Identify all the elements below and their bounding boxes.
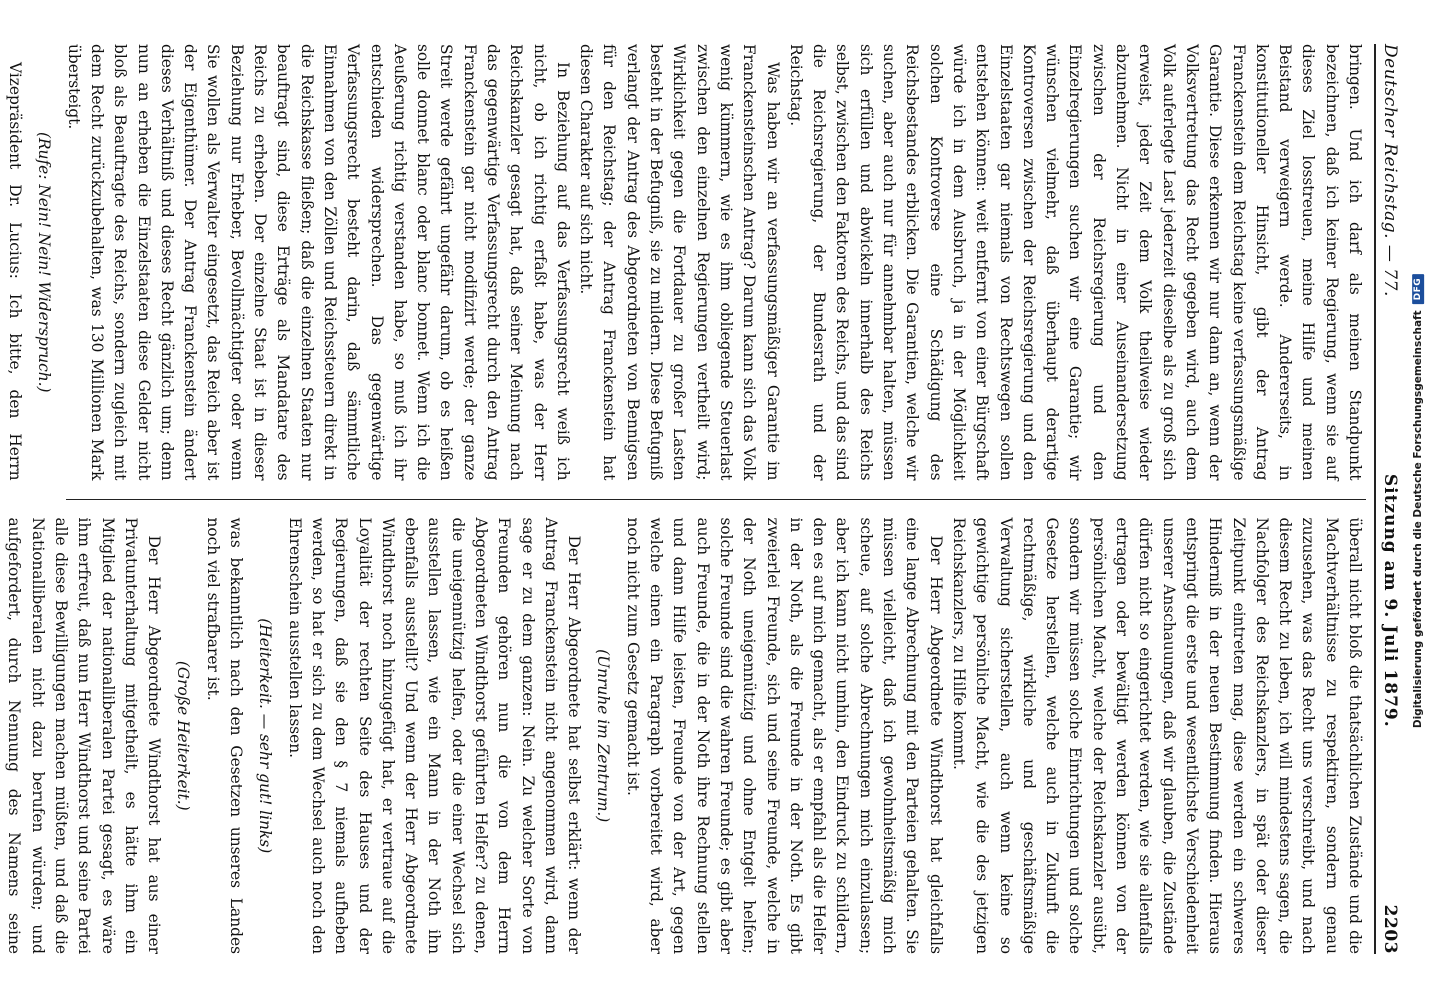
paragraph: In Beziehung auf das Verfassungsrecht weiß ich nicht, ob ich richtig erfaßt habe, was der Herr Reichskanzler gesagt hat, daß seiner Meinung nach das gegenwärtige Verfassungsrecht durch den Antrag Franckenstein gar nicht modifizirt werde; der ganze Streit werde gefährt ungefähr darum, ob es heißen solle donnet blanc oder blanc bonnet. Wenn ich die Aeußerung richtig verstanden habe, so muß ich ihr entschieden widersprechen. Das gegenwärtige Verfassungsrecht besteht darin, daß sämmtliche Einnahmen von den Zöllen und Reichssteuern direkt in die Reichskasse fließen; daß die einzelnen Staaten nur beauftragt sind, diese Erträge als Mandatare des Reichs zu erheben. Der einzelne Staat ist in dieser Beziehung nur Erheber, Bevollmächtigter oder wenn Sie wollen als Verwalter eingesetzt, das Reich aber ist der Eigenthümer. Der Antrag Franckenstein ändert dieses Verhältniß und dieses Recht gänzlich um; denn nun an erheben die Einzelstaaten diese Gelder nicht bloß als Beauftragte des Reichs, sondern zugleich mit dem Recht zurückzubehalten, was 130 Millionen Mark übersteigt. — [64, 44, 572, 481]
paragraph: Der Herr Abgeordnete hat selbst erklärt: wenn der Antrag Franckenstein nicht angenommen wird, dann sage er zu dem ganzen: Nein. Zu welcher Sorte von Freunden gehören nun die von dem Herrn Abgeordneten Windthorst geführten Helfer? zu denen, die uneigennützig helfen, oder die einer Wechsel sich ausstellen lassen, wie ein Mann in der Noth ihn ebenfalls ausstellt? Und wenn der Herr Abgeordnete Windthorst noch hinzugefügt hat, er vertraue auf die Loyalität der rechten Seite des Hauses und der Regierungen, daß sie den § 7 niemals aufheben werden, so hat er sich zu dem Wechsel auch noch den Ehrenschein ausstellen lassen. — [285, 517, 584, 954]
text-columns — [5, 44, 1366, 954]
right-column — [5, 517, 1366, 955]
dfg-logo-icon: DFG — [1412, 274, 1424, 305]
paragraph: Der Herr Abgeordnete Windthorst hat gleichfalls eine lange Abrechnung mit den Parteien gehalten. Sie müssen vielleicht, daß ich gewohnheitsmäßig mich scheue, auf solche Abrechnungen mich einzulassen; aber ich kann nicht umhin, den Eindruck zu schildern, den es auf mich gemacht, als er empfahl als die Helfer in der Noth, als die Freunde in der Noth. Es gibt zweierlei Freunde, sich und seine Freunde, welche in der Noth uneigennützig und ohne Entgelt helfen; solche Freunde sind die wahren Freunde; es gibt aber auch Freunde, die in der Noth ihre Rechnung stellen und dann Hilfe leisten, Freunde von der Art, gegen welche einen ein Paragraph vorbereitet wird, aber noch nicht zum Gesetz gemacht ist. — [623, 517, 945, 954]
paragraph: was bekanntlich nach den Gesetzen unseres Landes noch viel strafbarer ist. — [203, 517, 246, 954]
paragraph: Was haben wir an verfassungsmäßiger Garantie im Franckensteinschen Antrag? Darum kann sich das Volk wenig kümmern, wie es ihm obliegende Steuerlast zwischen den einzelnen Regierungen vertheilt wird; Wirklichkeit gegen die Fortdauer zu großer Lasten besteht in der Befugniß, sie zu mildern. Diese Befugniß verlangt der Antrag des Abgeordneten von Bennigsen für den Reichstag; der Antrag Franckenstein hat diesen Charakter auf sich nicht. — [577, 44, 782, 481]
paragraph: überall nicht bloß die thatsächlichen Zustände und die Machtverhältnisse zu respektiren, sondern genau zuzusehen, was das Recht uns verschreibt, und nach diesem Recht zu leben, ich will mindestens sagen, die Nachfolger des Reichskanzlers, in spät oder dieser Zeitpunkt eintreten mag, diese werden ein schweres Hinderniß in der neuen Bestimmung finden. Hieraus entspringt die erste und wesentlichste Verschiedenheit unserer Anschauungen, daß wir glauben, die Zustände dürfen nicht so eingerichtet werden, wie sie allenfalls ertragen oder bewältigt werden können von der persönlichen Macht, welche der Reichskanzler ausübt, sondern wir müssen solche Einrichtungen und solche Gesetze herstellen, welche auch in Zukunft die rechtmäßige, wirkliche und geschäftsmäßige Verwaltung sicherstellen, auch wenn keine so gewichtige persönliche Macht, wie die des jetzigen Reichskanzlers, zu Hilfe kommt. — [949, 517, 1364, 954]
header-page-number: 2203 — [1380, 904, 1400, 954]
paragraph: Der Herr Abgeordnete Windthorst hat aus einer Privatunterhaltung mitgetheilt, es hätte ihm ein Mitglied der nationalliberalen Partei gesagt, es wäre ihm erfreut, daß nun Herr Windthorst und seine Partei alle diese Bewilligungen machen müßten, und daß die Nationalliberalen nicht dazu berufen würden; und aufgefordert, durch Nennung des Namens seine — [5, 517, 164, 954]
stage-direction: (Heiterkeit. — sehr gut! links) — [256, 618, 275, 854]
stage-direction: (Unruhe im Zentrum.) — [594, 649, 613, 823]
stage-direction: (Große Heiterkeit.) — [174, 660, 193, 811]
header-left-title: Deutscher Reichstag. — 77. — [1380, 44, 1400, 297]
paragraph: Vizepräsident Dr. Lucius: Ich bitte, den Herrn — [6, 62, 25, 481]
column-divider — [66, 499, 1366, 500]
credit-text: Digitalisierung gefördert durch die Deutsche Forschungsgemeinschaft — [1412, 310, 1424, 729]
stage-direction: (Rufe: Nein! Nein! Widerspruch.) — [35, 131, 54, 393]
paragraph: bringen. Und ich darf als meinen Standpunkt bezeichnen, daß ich keiner Regierung, wenn sie auf dieses Ziel losstreuen, meine Hilfe und meinen Beistand verweigern werde. Andererseits, in konstitutioneller Hinsicht, gibt der Antrag Franckenstein dem Reichstag keine verfassungsmäßige Garantie. Diese erkennen wir nur dann an, wenn der Volksvertretung das Recht gegeben wird, auch dem Volk auferlegte Last jederzeit dieselbe als zu groß sich erweist, jeder Zeit dem Volk theilweise wieder abzunehmen. Nicht in einer Auseinandersetzung zwischen der Reichsregierung und den Einzelregierungen suchen wir eine Garantie; wir wünschen vielmehr, daß überhaupt derartige Kontroversen zwischen der Reichsregierung und den Einzelstaaten gar niemals von Rechtswegen sollen entstehen können: weit entfernt von einer Bürgschaft würde ich in dem Ausbruch, ja in der Möglichkeit solchen Kontroverse eine Schädigung des Reichsbestandes erblicken. Die Garantien, welche wir suchen, aber auch nur für annehmbar halten, müssen sich erfüllen und abwickeln innerhalb des Reichs selbst, zwischen den Faktoren des Reichs, und das sind die Reichsregierung, der Bundesrath und der Reichstag. — [786, 44, 1364, 481]
running-head — [1374, 44, 1400, 954]
header-session-date: Sitzung am 9. Juli 1879. — [1380, 473, 1400, 728]
newspaper-page — [5, 10, 1416, 990]
credit-line — [1404, 6, 1432, 996]
left-column — [6, 44, 1366, 481]
